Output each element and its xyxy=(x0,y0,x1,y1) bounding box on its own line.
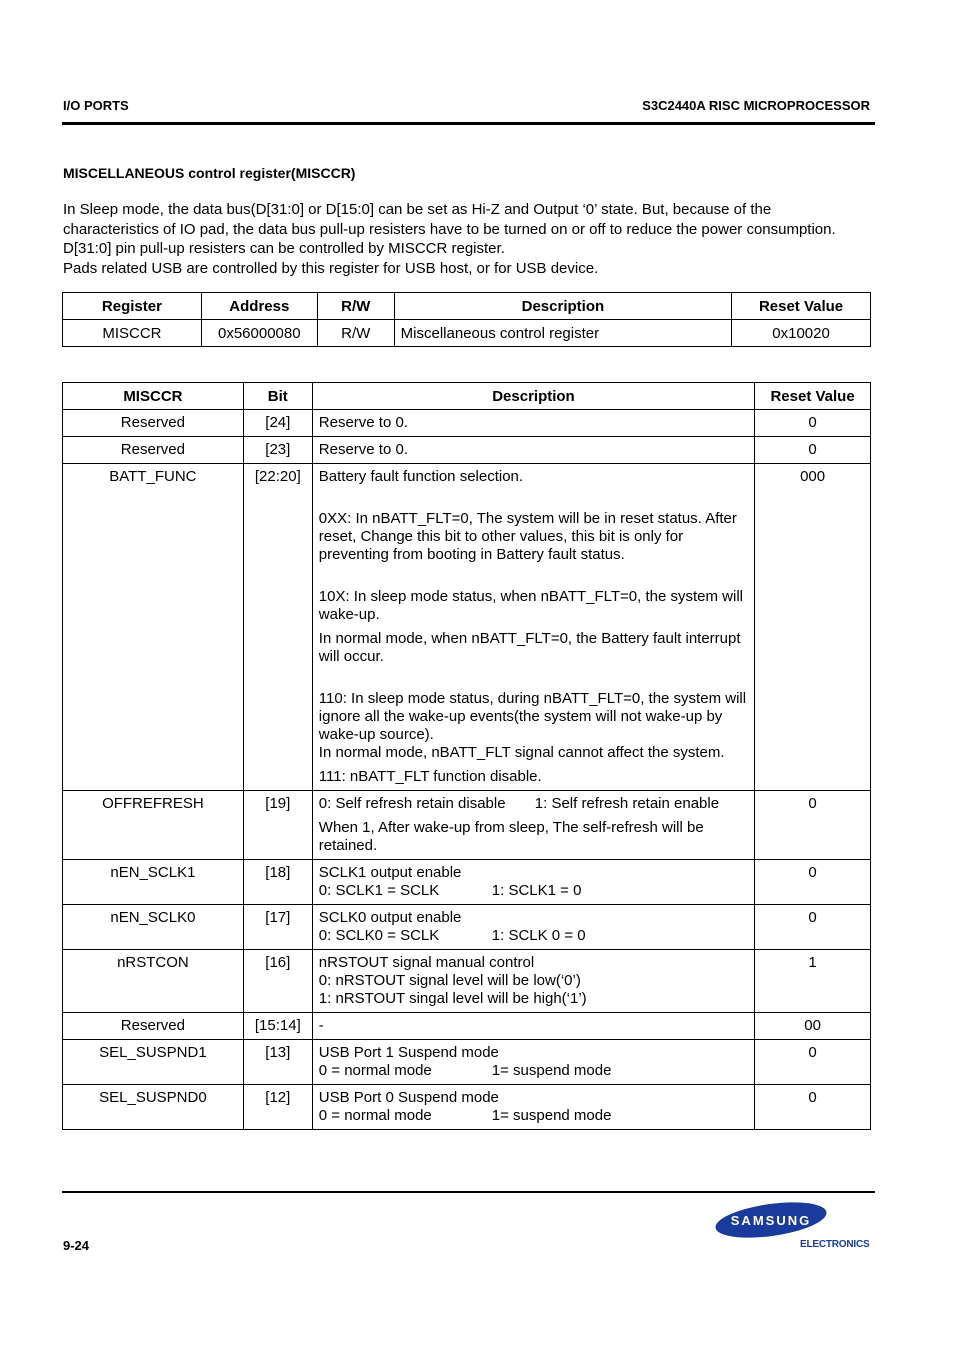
field-reset: 000 xyxy=(755,464,871,791)
option-1: 1: SCLK 0 = 0 xyxy=(491,927,586,944)
field-description xyxy=(312,950,754,1013)
table-row xyxy=(63,410,871,437)
option-1: 1: SCLK1 = 0 xyxy=(491,882,582,899)
field-name: Reserved xyxy=(63,1013,244,1040)
table-row xyxy=(63,791,871,860)
field-description xyxy=(312,1085,754,1130)
field-bit: [23] xyxy=(243,437,312,464)
field-bit: [13] xyxy=(243,1040,312,1085)
description-line: In normal mode, when nBATT_FLT=0, the Battery fault interrupt will occur. xyxy=(318,630,741,665)
col-header: Reset Value xyxy=(732,293,871,320)
field-bit: [17] xyxy=(243,905,312,950)
field-reset: 0 xyxy=(755,860,871,905)
intro-paragraph: In Sleep mode, the data bus(D[31:0] or D[15:0] can be set as Hi-Z and Output ‘0’ state. But, because of the characteristics of IO pad, the data bus pull-up resisters have to be turned on or off to reduce the power consumption. D[31:0] pin pull-up resisters can be controlled by MISCCR register. xyxy=(63,201,836,257)
description-line: SCLK1 output enable xyxy=(318,864,462,881)
col-header: Address xyxy=(201,293,317,320)
logo-subtitle: ELECTRONICS xyxy=(800,1239,870,1250)
description-line xyxy=(319,795,748,813)
option-0: 0: SCLK0 = SCLK xyxy=(318,927,440,944)
field-name: OFFREFRESH xyxy=(63,791,244,860)
description-line xyxy=(319,1062,748,1080)
field-reset: 0 xyxy=(755,791,871,860)
field-bit: [16] xyxy=(243,950,312,1013)
field-description xyxy=(312,791,754,860)
field-reset: 0 xyxy=(755,437,871,464)
field-reset: 1 xyxy=(755,950,871,1013)
field-name: nEN_SCLK1 xyxy=(63,860,244,905)
description-line: Reserve to 0. xyxy=(318,441,408,458)
field-description xyxy=(312,1013,754,1040)
table-row xyxy=(63,1040,871,1085)
field-bit: [19] xyxy=(243,791,312,860)
register-table xyxy=(62,292,871,347)
field-description xyxy=(312,905,754,950)
option-0: 0 = normal mode xyxy=(318,1107,432,1124)
col-header: Description xyxy=(312,383,754,410)
header-doc-title: S3C2440A RISC MICROPROCESSOR xyxy=(642,98,870,113)
field-name: Reserved xyxy=(63,437,244,464)
option-0: 0 = normal mode xyxy=(318,1062,432,1079)
col-header: Bit xyxy=(243,383,312,410)
col-header: Description xyxy=(394,293,731,320)
table-row xyxy=(63,950,871,1013)
field-description xyxy=(312,1040,754,1085)
col-header: Register xyxy=(63,293,202,320)
register-address: 0x56000080 xyxy=(201,320,317,347)
description-line: nRSTOUT signal manual control xyxy=(318,954,535,971)
field-name: BATT_FUNC xyxy=(63,464,244,791)
logo-text: SAMSUNG xyxy=(730,1213,812,1228)
section-title: MISCELLANEOUS control register(MISCCR) xyxy=(63,165,356,181)
option-1: 1: Self refresh retain enable xyxy=(534,795,720,812)
field-name: nEN_SCLK0 xyxy=(63,905,244,950)
col-header: MISCCR xyxy=(63,383,244,410)
field-reset: 0 xyxy=(755,410,871,437)
field-reset: 0 xyxy=(755,1040,871,1085)
field-bit: [24] xyxy=(243,410,312,437)
option-0: 0: SCLK1 = SCLK xyxy=(318,882,440,899)
description-line xyxy=(319,1107,748,1125)
option-0: 0: Self refresh retain disable xyxy=(318,795,506,812)
samsung-logo xyxy=(714,1200,828,1240)
table-row xyxy=(63,860,871,905)
col-header: R/W xyxy=(317,293,394,320)
field-bit: [12] xyxy=(243,1085,312,1130)
field-reset: 0 xyxy=(755,905,871,950)
register-reset: 0x10020 xyxy=(732,320,871,347)
description-line: Reserve to 0. xyxy=(318,414,408,431)
bit-field-table xyxy=(62,382,871,1130)
field-description xyxy=(312,437,754,464)
field-description xyxy=(312,464,754,791)
description-line: 110: In sleep mode status, during nBATT_FLT=0, the system will ignore all the wake-up events(the system will not wake-up by wake-up source). xyxy=(318,690,747,743)
field-description xyxy=(312,410,754,437)
header-section: I/O PORTS xyxy=(63,98,129,113)
field-name: SEL_SUSPND1 xyxy=(63,1040,244,1085)
col-header: Reset Value xyxy=(755,383,871,410)
page-number: 9-24 xyxy=(63,1238,90,1253)
register-rw: R/W xyxy=(317,320,394,347)
field-bit: [18] xyxy=(243,860,312,905)
register-description: Miscellaneous control register xyxy=(394,320,731,347)
description-line: When 1, After wake-up from sleep, The self-refresh will be retained. xyxy=(318,819,704,854)
register-name: MISCCR xyxy=(63,320,202,347)
register-table-header xyxy=(63,293,871,320)
footer-rule xyxy=(62,1191,875,1193)
description-line: 0XX: In nBATT_FLT=0, The system will be in reset status. After reset, Change this bit to other values, this bit is only for preventing from booting in Battery fault status. xyxy=(318,510,737,563)
table-row xyxy=(63,320,871,347)
table-row xyxy=(63,1085,871,1130)
field-reset: 0 xyxy=(755,1085,871,1130)
description-line: In normal mode, nBATT_FLT signal cannot affect the system. xyxy=(318,744,725,761)
description-line: 111: nBATT_FLT function disable. xyxy=(318,768,542,785)
description-line: SCLK0 output enable xyxy=(318,909,462,926)
intro-paragraph: Pads related USB are controlled by this register for USB host, or for USB device. xyxy=(63,259,599,277)
table-row xyxy=(63,905,871,950)
field-reset: 00 xyxy=(755,1013,871,1040)
description-line: 1: nRSTOUT singal level will be high(‘1’) xyxy=(318,990,587,1007)
description-line: Battery fault function selection. xyxy=(318,468,524,485)
intro-text xyxy=(63,200,863,278)
field-description xyxy=(312,860,754,905)
description-line xyxy=(319,927,748,945)
field-name: SEL_SUSPND0 xyxy=(63,1085,244,1130)
description-line xyxy=(319,882,748,900)
table-row xyxy=(63,437,871,464)
description-line: 10X: In sleep mode status, when nBATT_FLT=0, the system will wake-up. xyxy=(318,588,743,623)
header-rule xyxy=(62,122,875,125)
description-line: 0: nRSTOUT signal level will be low(‘0’) xyxy=(318,972,581,989)
description-line: - xyxy=(318,1017,324,1034)
field-name: nRSTCON xyxy=(63,950,244,1013)
bit-table-header xyxy=(63,383,871,410)
description-line: USB Port 1 Suspend mode xyxy=(318,1044,499,1061)
description-line: USB Port 0 Suspend mode xyxy=(318,1089,499,1106)
field-bit: [15:14] xyxy=(243,1013,312,1040)
field-name: Reserved xyxy=(63,410,244,437)
option-1: 1= suspend mode xyxy=(491,1062,612,1079)
table-row xyxy=(63,1013,871,1040)
option-1: 1= suspend mode xyxy=(491,1107,612,1124)
table-row xyxy=(63,464,871,791)
field-bit: [22:20] xyxy=(243,464,312,791)
